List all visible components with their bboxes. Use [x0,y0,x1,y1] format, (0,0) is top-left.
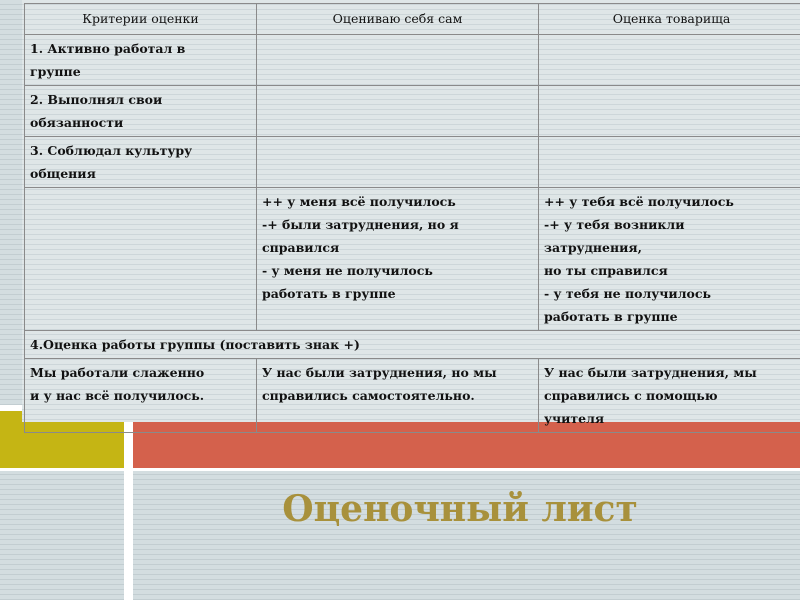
peer-score-cell[interactable] [539,35,800,86]
table-row [25,137,800,188]
legend-peer-line: ++ у тебя всё получилось [544,194,734,209]
table-row [25,35,800,86]
criterion-text: обязанности [30,115,124,130]
header-peer: Оценка товарища [539,4,800,35]
legend-peer-line: работать в группе [544,309,678,324]
header-criteria: Критерии оценки [25,4,257,35]
self-score-cell[interactable] [257,35,539,86]
group-options-row [25,359,800,433]
legend-self-line: - у меня не получилось [262,263,433,278]
group-option-text: У нас были затруднения, но мы [262,365,497,380]
group-option-cell[interactable] [539,359,800,433]
criterion-text: 3. Соблюдал культуру [30,143,193,158]
criterion-text: общения [30,166,96,181]
criterion-text: 2. Выполнял свои [30,92,163,107]
legend-peer-line: но ты справился [544,263,668,278]
group-option-text: и у нас всё получилось. [30,388,205,403]
peer-score-cell[interactable] [539,137,800,188]
legend-peer-line: затруднения, [544,240,643,255]
group-heading-row [25,331,800,359]
group-option-text: справились самостоятельно. [262,388,475,403]
legend-self-line: ++ у меня всё получилось [262,194,456,209]
criterion-cell [25,86,257,137]
group-option-text: учителя [544,411,605,426]
legend-self-line: -+ были затруднения, но я [262,217,459,232]
table-header-row [25,4,800,35]
group-option-text: У нас были затруднения, мы [544,365,757,380]
criterion-cell [25,137,257,188]
group-option-text: Мы работали слаженно [30,365,205,380]
legend-peer-cell [539,188,800,331]
slide-title: Оценочный лист [282,488,638,530]
evaluation-table [24,3,800,433]
legend-self-line: работать в группе [262,286,396,301]
criterion-text: группе [30,64,81,79]
self-score-cell[interactable] [257,137,539,188]
criterion-cell [25,35,257,86]
group-option-text: справились с помощью [544,388,718,403]
self-score-cell[interactable] [257,86,539,137]
legend-peer-line: - у тебя не получилось [544,286,711,301]
legend-self-line: справился [262,240,340,255]
header-self: Оцениваю себя сам [257,4,539,35]
legend-empty-cell [25,188,257,331]
legend-peer-line: -+ у тебя возникли [544,217,685,232]
group-heading: 4.Оценка работы группы (поставить знак +) [25,331,800,359]
criterion-text: 1. Активно работал в [30,41,186,56]
peer-score-cell[interactable] [539,86,800,137]
group-option-cell[interactable] [25,359,257,433]
legend-row [25,188,800,331]
table-row [25,86,800,137]
group-option-cell[interactable] [257,359,539,433]
legend-self-cell [257,188,539,331]
